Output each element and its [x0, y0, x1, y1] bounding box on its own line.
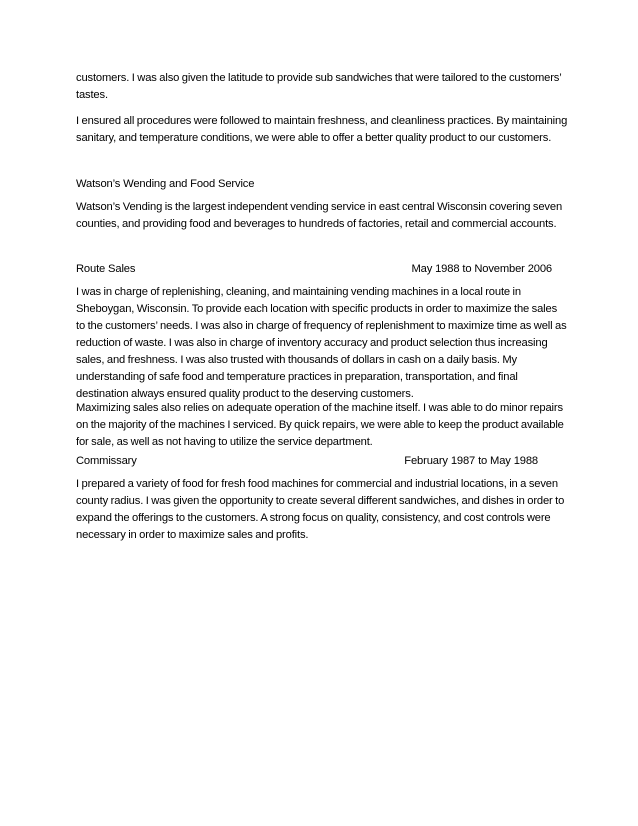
company-description: Watson’s Vending is the largest independent vending service in east central Wisconsin covering seven counties, and providing food and beverages to hundreds of factories, retail and commercial accounts.	[76, 201, 563, 230]
route-sales-section	[76, 284, 568, 403]
intro-paragraph-1: customers. I was also given the latitude to provide sub sandwiches that were tailored to the customers’ tastes.	[76, 72, 562, 101]
route-sales-paragraph-2: Maximizing sales also relies on adequate operation of the machine itself. I was able to do minor repairs on the majority of the machines I serviced. By quick repairs, we were able to keep the product available for sale, as well as not having to utilize the service department.	[76, 402, 564, 448]
commissary-paragraph-1: I prepared a variety of food for fresh food machines for commercial and industrial locations, in a seven county radius. I was given the opportunity to create several different sandwiches, and dishes in order to expand the offerings to the customers. A strong focus on quality, consistency, and cost controls were necessary in order to maximize sales and profits.	[76, 478, 565, 541]
commissary-dates: February 1987 to May 1988	[404, 455, 538, 467]
company-name: Watson’s Wending and Food Service	[76, 178, 255, 190]
commissary-title: Commissary	[76, 455, 137, 467]
route-sales-title: Route Sales	[76, 263, 136, 275]
intro-section-2	[76, 113, 568, 147]
intro-section	[76, 70, 568, 104]
route-sales-paragraph-1: I was in charge of replenishing, cleaning, and maintaining vending machines in a local route in Sheboygan, Wisconsin. To provide each location with specific products in order to maximize the sales to the customers’ needs. I was also in charge of frequency of replenishment to maximize time as well as reduction of waste. I was also in charge of inventory accuracy and product selection thus increasing sales, and freshness. I was also trusted with thousands of dollars in cash on a daily basis. My understanding of safe food and temperature practices in preparation, transportation, and final destination always ensured quality product to the deserving customers.	[76, 286, 567, 400]
intro-paragraph-2: I ensured all procedures were followed to maintain freshness, and cleanliness practices. By maintaining sanitary, and temperature conditions, we were able to offer a better quality product to our customers.	[76, 115, 568, 144]
route-sales-header	[76, 261, 552, 278]
route-sales-section-2	[76, 400, 568, 451]
commissary-header	[76, 453, 548, 470]
commissary-section	[76, 476, 568, 544]
route-sales-dates: May 1988 to November 2006	[411, 263, 552, 275]
company-section	[76, 199, 568, 233]
